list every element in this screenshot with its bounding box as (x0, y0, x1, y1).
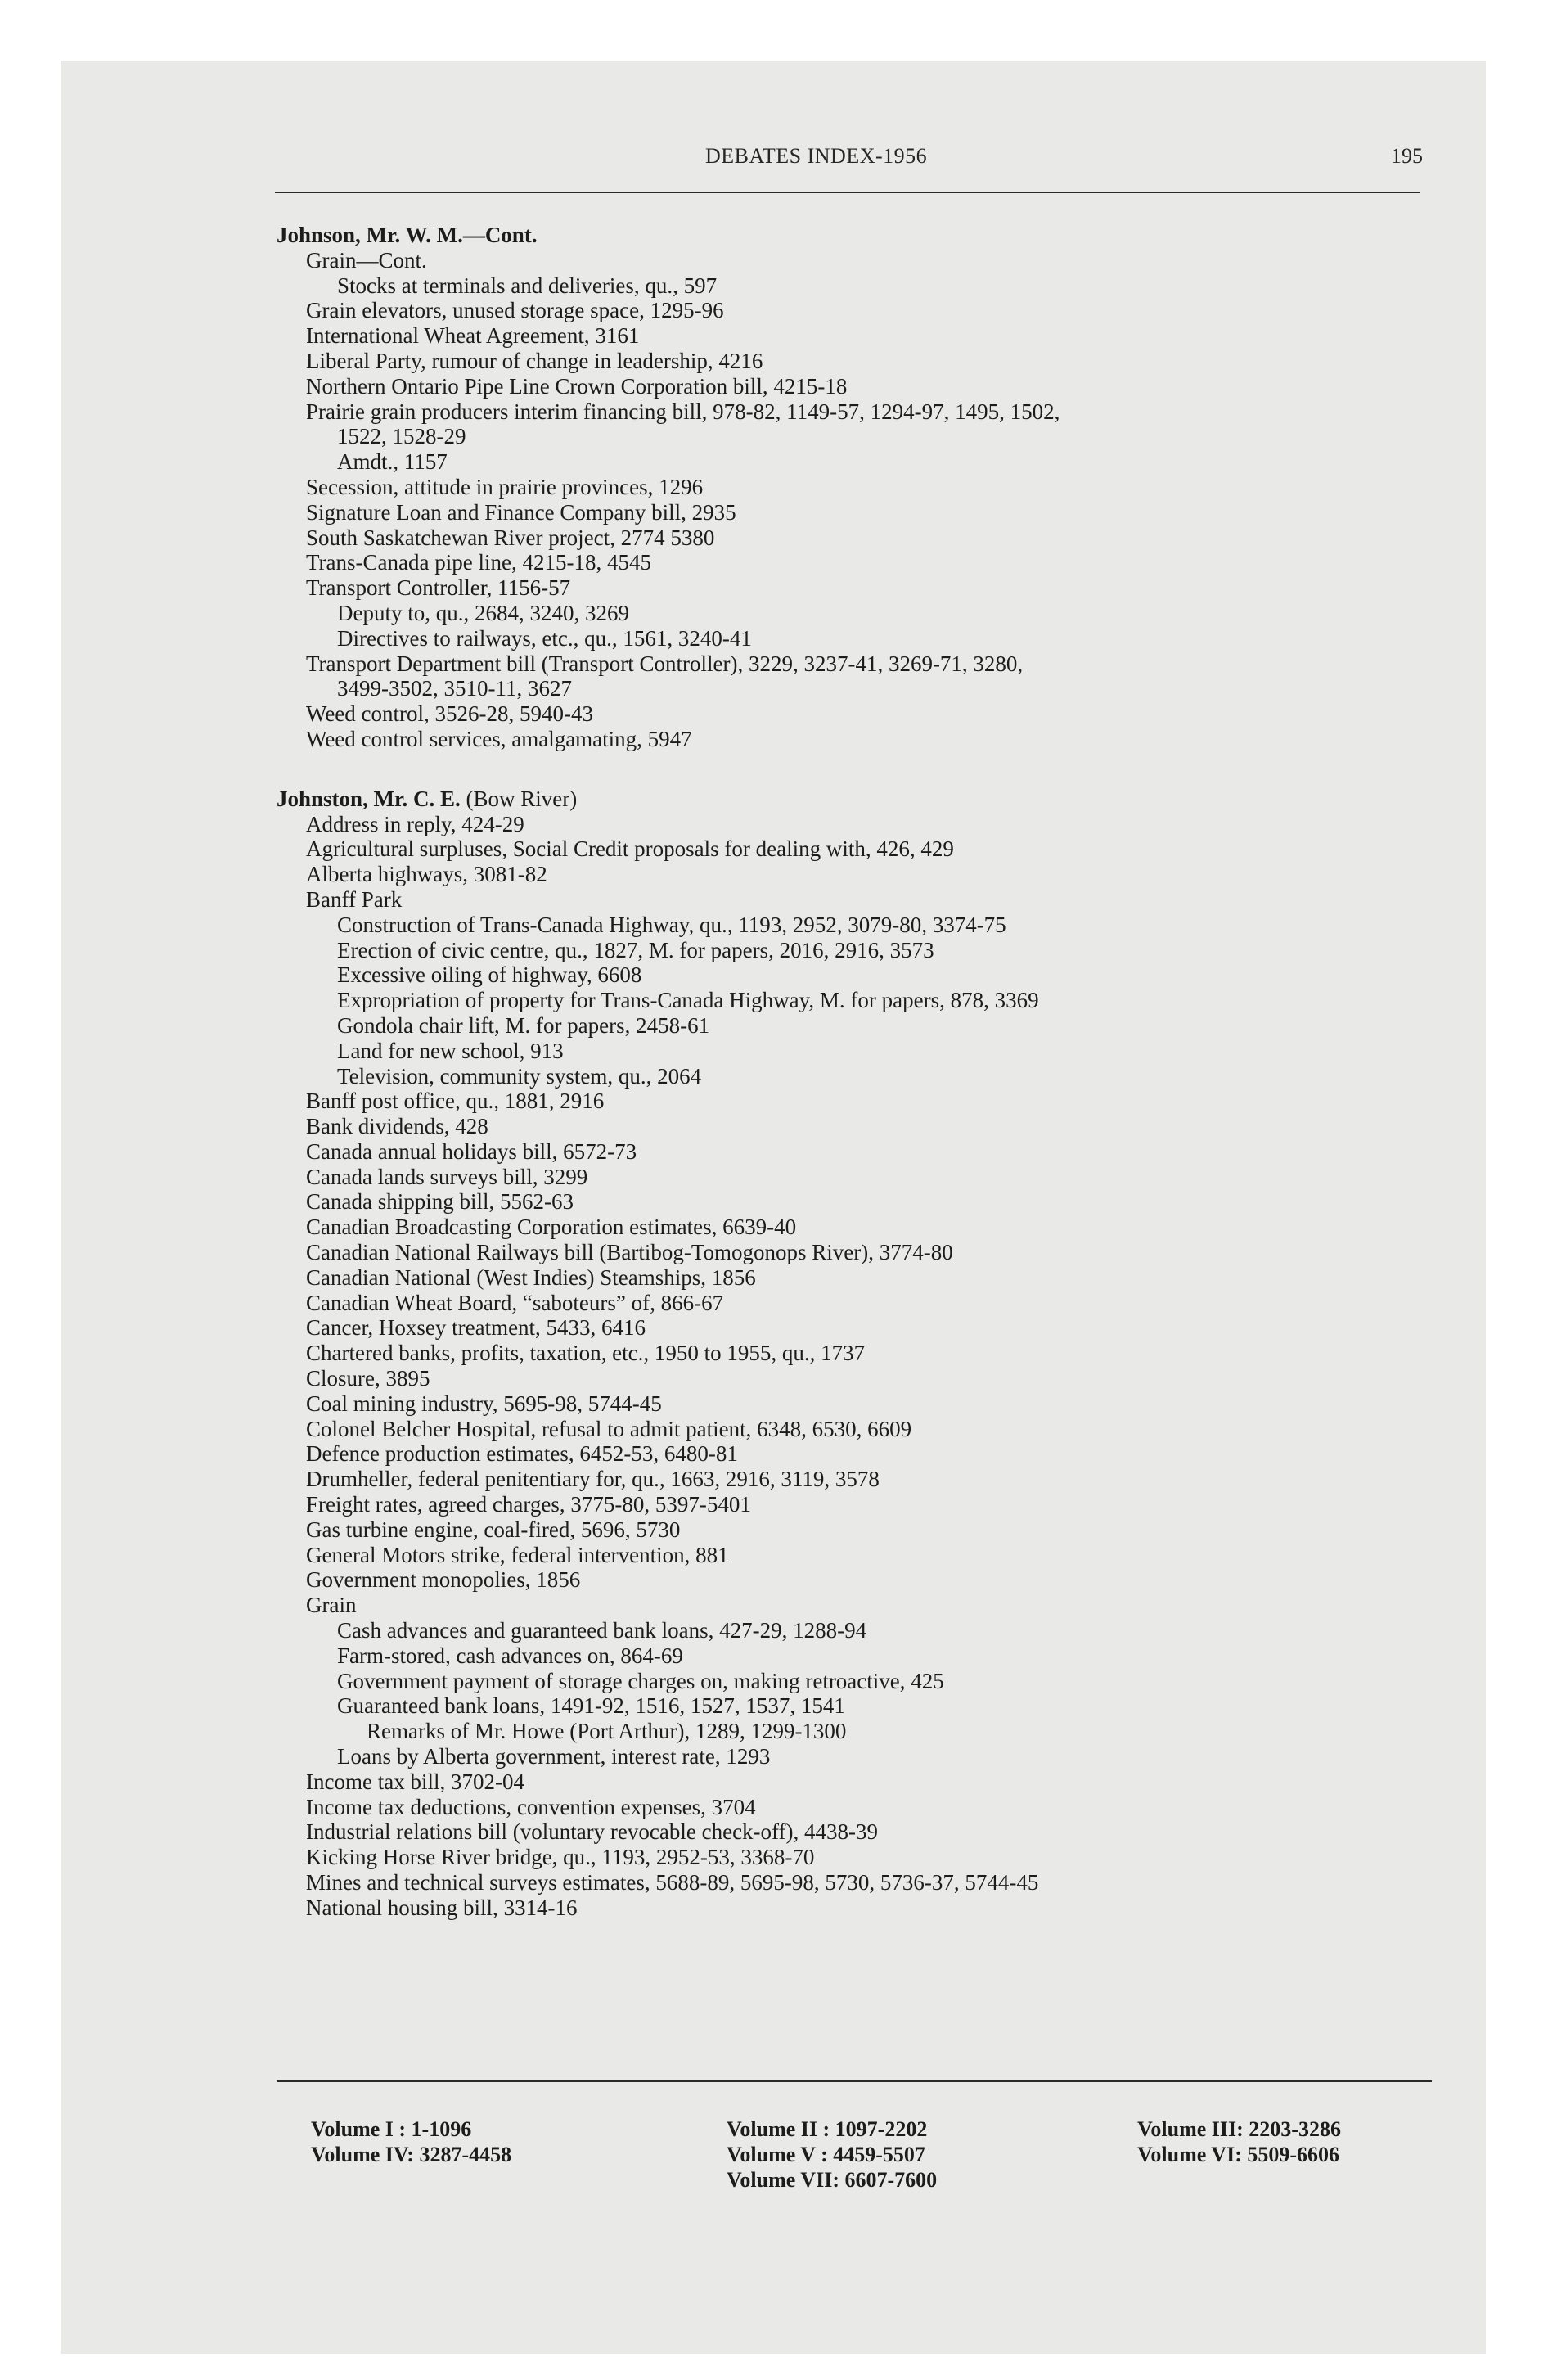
index-entry: Canadian National Railways bill (Bartibog-Tomogonops River), 3774-80 (306, 1240, 953, 1265)
index-entry: Trans-Canada pipe line, 4215-18, 4545 (306, 550, 651, 575)
index-subentry: Gondola chair lift, M. for papers, 2458-61 (337, 1012, 710, 1038)
index-subentry: Government payment of storage charges on, making retroactive, 425 (337, 1668, 944, 1693)
index-entry: Canada shipping bill, 5562-63 (306, 1189, 574, 1215)
index-entry: Bank dividends, 428 (306, 1114, 488, 1139)
index-entry: Prairie grain producers interim financing bill, 978-82, 1149-57, 1294-97, 1495, 1502, (306, 399, 1060, 424)
index-entry: Banff Park (306, 886, 403, 912)
index-entry: Colonel Belcher Hospital, refusal to admit patient, 6348, 6530, 6609 (306, 1416, 912, 1441)
volume-range: Volume II : 1097-2202 (727, 2117, 928, 2141)
index-entry: International Wheat Agreement, 3161 (306, 323, 640, 349)
index-subentry: Cash advances and guaranteed bank loans, 427-29, 1288-94 (337, 1618, 867, 1643)
index-entry: Canadian National (West Indies) Steamships, 1856 (306, 1264, 756, 1290)
index-entry: Canada lands surveys bill, 3299 (306, 1164, 588, 1189)
volume-key-column-1 (311, 2116, 511, 2167)
volume-range: Volume III: 2203-3286 (1137, 2117, 1341, 2141)
index-subentry: Directives to railways, etc., qu., 1561, 3240-41 (337, 625, 752, 651)
footer-rule (277, 2080, 1432, 2082)
index-entry: Canadian Wheat Board, “saboteurs” of, 866-67 (306, 1290, 724, 1315)
index-entry: Weed control, 3526-28, 5940-43 (306, 701, 593, 727)
index-subentry: Land for new school, 913 (337, 1038, 564, 1063)
entry-heading-johnston (277, 787, 1438, 812)
index-entry: Transport Controller, 1156-57 (306, 575, 571, 601)
volume-key-column-3 (1137, 2116, 1341, 2167)
index-entry-continuation: 3499-3502, 3510-11, 3627 (337, 676, 572, 701)
index-entry: Grain elevators, unused storage space, 1295-96 (306, 298, 724, 323)
index-entry: Grain (306, 1593, 357, 1618)
index-entry-continuation: 1522, 1528-29 (337, 424, 466, 449)
index-entry: Secession, attitude in prairie provinces, 1296 (306, 474, 704, 499)
index-entry: Income tax bill, 3702-04 (306, 1769, 524, 1794)
index-entry: Northern Ontario Pipe Line Crown Corporation bill, 4215-18 (306, 373, 848, 399)
index-subentry: Excessive oiling of highway, 6608 (337, 962, 642, 988)
index-entry: Income tax deductions, convention expenses, 3704 (306, 1794, 756, 1819)
index-entry: Kicking Horse River bridge, qu., 1193, 2952-53, 3368-70 (306, 1845, 815, 1870)
section-gap (277, 752, 1438, 787)
page-number: 195 (1391, 144, 1423, 168)
index-subentry: Amdt., 1157 (337, 449, 448, 475)
index-entry: South Saskatchewan River project, 2774 5380 (306, 525, 715, 550)
index-subentry: Guaranteed bank loans, 1491-92, 1516, 1527, 1537, 1541 (337, 1693, 845, 1719)
volume-range: Volume VI: 5509-6606 (1137, 2143, 1340, 2166)
index-entry: Industrial relations bill (voluntary revocable check-off), 4438-39 (306, 1819, 879, 1845)
index-subentry: Farm-stored, cash advances on, 864-69 (337, 1643, 683, 1668)
index-entry: Weed control services, amalgamating, 5947 (306, 726, 692, 751)
entry-heading-johnson: Johnson, Mr. W. M.—Cont. (277, 223, 538, 247)
index-subentry: Loans by Alberta government, interest rate, 1293 (337, 1744, 771, 1769)
index-entry: Banff post office, qu., 1881, 2916 (306, 1089, 605, 1114)
index-entry: Coal mining industry, 5695-98, 5744-45 (306, 1391, 662, 1416)
subheading-grain-cont: Grain—Cont. (306, 247, 427, 273)
index-subentry: Erection of civic centre, qu., 1827, M. for papers, 2016, 2916, 3573 (337, 937, 934, 962)
index-subentry: Construction of Trans-Canada Highway, qu., 1193, 2952, 3079-80, 3374-75 (337, 912, 1006, 937)
index-entry: Drumheller, federal penitentiary for, qu., 1663, 2916, 3119, 3578 (306, 1467, 880, 1492)
index-entry: Transport Department bill (Transport Controller), 3229, 3237-41, 3269-71, 3280, (306, 651, 1024, 676)
volume-range: Volume VII: 6607-7600 (727, 2168, 938, 2192)
index-subentry: Deputy to, qu., 2684, 3240, 3269 (337, 600, 629, 625)
volume-key-column-2 (727, 2116, 937, 2193)
index-entry: Freight rates, agreed charges, 3775-80, 5397-5401 (306, 1492, 751, 1517)
index-entry: Defence production estimates, 6452-53, 6480-81 (306, 1441, 738, 1467)
index-entry: Canadian Broadcasting Corporation estimates, 6639-40 (306, 1215, 797, 1240)
member-name: Johnston, Mr. C. E. (277, 786, 461, 811)
volume-range: Volume IV: 3287-4458 (311, 2143, 512, 2166)
index-entry: Cancer, Hoxsey treatment, 5433, 6416 (306, 1315, 646, 1341)
index-entry: Address in reply, 424-29 (306, 811, 524, 836)
index-entry: Alberta highways, 3081-82 (306, 862, 547, 887)
index-subsubentry: Remarks of Mr. Howe (Port Arthur), 1289, 1299-1300 (367, 1719, 847, 1744)
index-entry: Signature Loan and Finance Company bill, 2935 (306, 499, 736, 525)
index-entry: Closure, 3895 (306, 1366, 430, 1391)
member-riding: (Bow River) (460, 786, 578, 811)
header-rule (275, 192, 1420, 193)
index-entry: Mines and technical surveys estimates, 5688-89, 5695-98, 5730, 5736-37, 5744-45 (306, 1870, 1039, 1895)
index-entry: Stocks at terminals and deliveries, qu., 597 (337, 273, 718, 298)
index-entry: General Motors strike, federal intervention, 881 (306, 1542, 729, 1567)
index-entry: Canada annual holidays bill, 6572-73 (306, 1138, 637, 1164)
index-subentry: Expropriation of property for Trans-Canada Highway, M. for papers, 878, 3369 (337, 988, 1039, 1013)
index-entry: Gas turbine engine, coal-fired, 5696, 5730 (306, 1517, 681, 1542)
volume-range: Volume V : 4459-5507 (727, 2143, 925, 2166)
index-entry: Agricultural surpluses, Social Credit proposals for dealing with, 426, 429 (306, 836, 954, 862)
index-subentry: Television, community system, qu., 2064 (337, 1063, 702, 1089)
running-header: DEBATES INDEX-1956 (705, 144, 928, 168)
index-entry: Liberal Party, rumour of change in leadership, 4216 (306, 348, 763, 373)
index-entry: National housing bill, 3314-16 (306, 1895, 578, 1920)
index-entries (277, 223, 1438, 1921)
index-entry: Government monopolies, 1856 (306, 1567, 581, 1593)
index-entry: Chartered banks, profits, taxation, etc., 1950 to 1955, qu., 1737 (306, 1341, 866, 1366)
volume-range: Volume I : 1-1096 (311, 2117, 472, 2141)
